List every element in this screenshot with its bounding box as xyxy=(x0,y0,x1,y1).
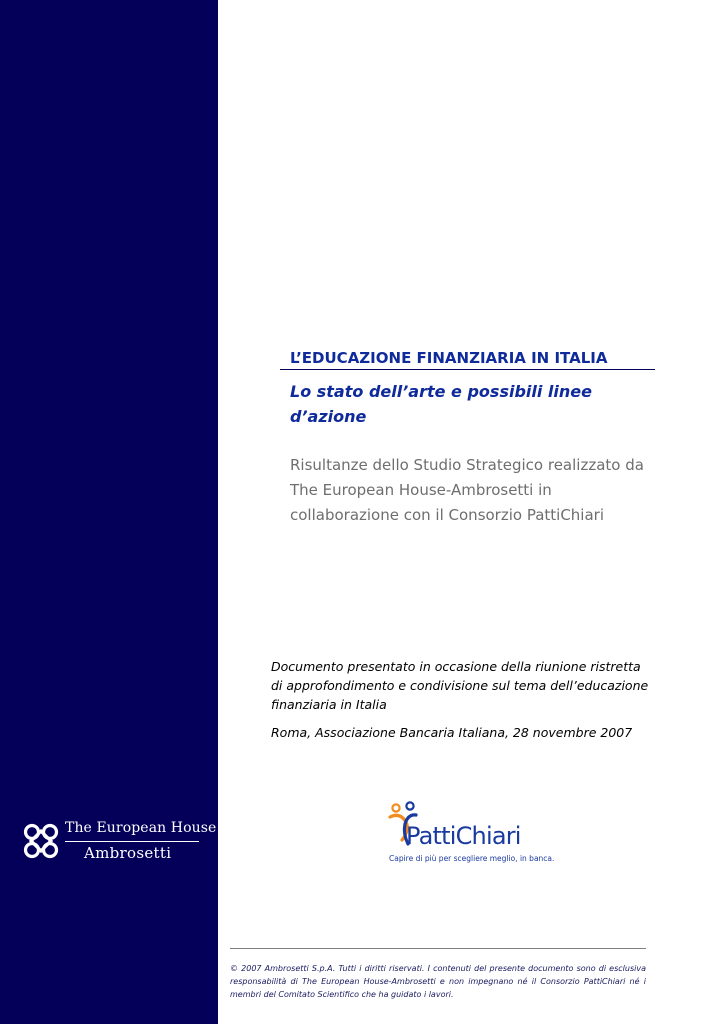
title-divider xyxy=(280,369,655,370)
document-title: L’EDUCAZIONE FINANZIARIA IN ITALIA xyxy=(290,349,608,367)
ambrosetti-line2: Ambrosetti xyxy=(84,844,172,862)
study-description: Risultanze dello Studio Strategico realizzato da The European House-Ambrosetti in collaborazione con il Consorzio PattiChiari xyxy=(290,456,644,524)
location-date: Roma, Associazione Bancaria Italiana, 28 novembre 2007 xyxy=(271,725,633,740)
ambrosetti-rule xyxy=(65,841,199,842)
footer-copyright: © 2007 Ambrosetti S.p.A. Tutti i diritti riservati. I contenuti del presente documento sono di esclusiva responsabilità di The European House-Ambrosetti e non impegnano né il Consorzio PattiChiari né i membri del Comitato Scientifico che ha guidato i lavori. xyxy=(230,964,646,999)
document-subtitle: Lo stato dell’arte e possibili linee d’azione xyxy=(290,382,592,426)
pattichiari-logo xyxy=(386,800,555,866)
footer-divider xyxy=(230,948,646,949)
side-band xyxy=(0,0,218,1024)
pattichiari-name: PattiChiari xyxy=(406,822,521,850)
presentation-note: Documento presentato in occasione della riunione ristretta di approfondimento e condivisione sul tema dell’educazione finanziaria in Italia xyxy=(271,659,649,712)
pattichiari-tagline: Capire di più per scegliere meglio, in banca. xyxy=(389,854,555,863)
ambrosetti-knot-icon xyxy=(22,822,60,860)
ambrosetti-logo xyxy=(22,818,217,864)
ambrosetti-line1: The European House xyxy=(65,820,217,836)
